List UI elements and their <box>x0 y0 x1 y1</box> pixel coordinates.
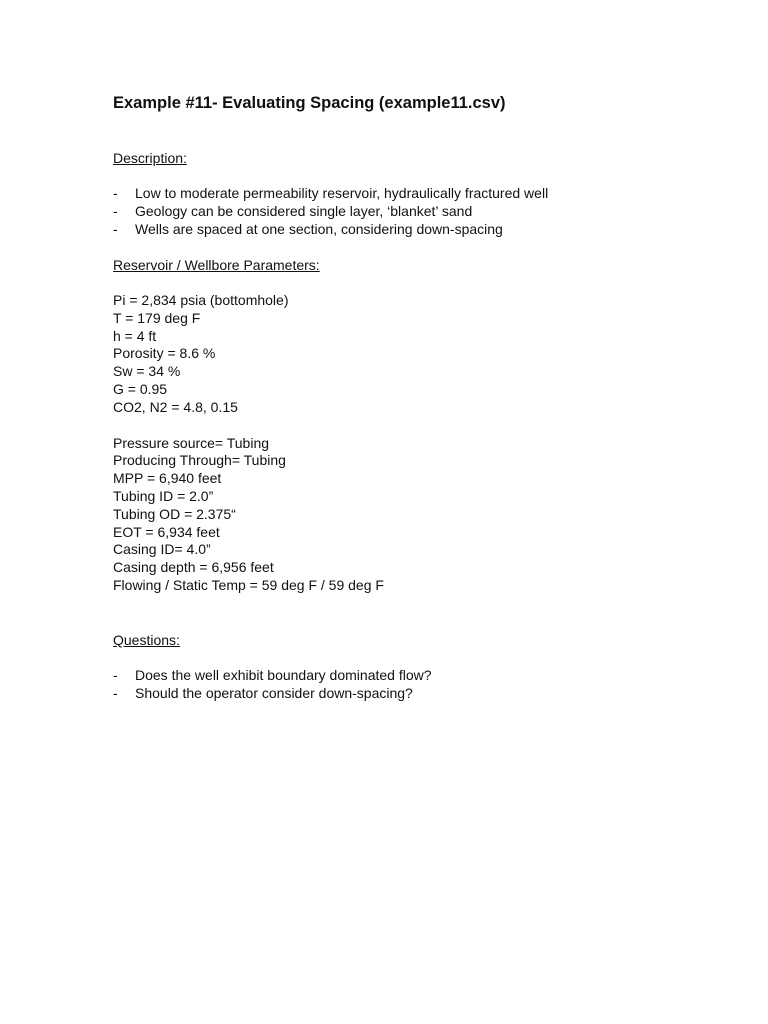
list-item: - Low to moderate permeability reservoir, hydraulically fractured well <box>113 185 549 201</box>
description-section <box>113 149 733 238</box>
list-item: - Should the operator consider down-spacing? <box>113 684 413 701</box>
bullet-dash: - <box>113 684 118 701</box>
bullet-dash: - <box>113 202 118 219</box>
bullet-dash: - <box>113 667 118 683</box>
bullet-dash: - <box>113 185 118 201</box>
parameter-line: EOT = 6,934 feet <box>113 523 220 540</box>
reservoir-parameters <box>113 292 733 417</box>
list-item: - Does the well exhibit boundary dominated flow? <box>113 667 432 683</box>
page-title: Example #11- Evaluating Spacing (example11.csv) <box>113 94 506 112</box>
parameter-line: Casing ID= 4.0” <box>113 541 211 558</box>
parameter-line: T = 179 deg F <box>113 309 201 326</box>
parameter-line: CO2, N2 = 4.8, 0.15 <box>113 398 238 415</box>
description-heading: Description: <box>113 150 187 166</box>
parameter-line: Tubing ID = 2.0” <box>113 487 214 504</box>
parameter-line: Flowing / Static Temp = 59 deg F / 59 deg F <box>113 576 384 593</box>
parameter-line: Sw = 34 % <box>113 363 181 380</box>
list-item: - Geology can be considered single layer, ‘blanket’ sand <box>113 202 473 219</box>
description-list <box>113 185 733 238</box>
parameter-line: Producing Through= Tubing <box>113 452 286 469</box>
parameter-line: Porosity = 8.6 % <box>113 345 216 362</box>
questions-list <box>113 667 733 703</box>
wellbore-parameters <box>113 435 733 595</box>
bullet-dash: - <box>113 220 118 237</box>
parameter-line: h = 4 ft <box>113 327 157 344</box>
parameter-line: Casing depth = 6,956 feet <box>113 559 274 576</box>
questions-section <box>113 631 733 703</box>
parameter-line: G = 0.95 <box>113 380 168 397</box>
questions-heading: Questions: <box>113 632 180 648</box>
parameters-heading: Reservoir / Wellbore Parameters: <box>113 257 320 273</box>
parameter-line: MPP = 6,940 feet <box>113 470 222 487</box>
parameters-section <box>113 256 733 595</box>
parameter-line: Pi = 2,834 psia (bottomhole) <box>113 292 289 308</box>
parameter-line: Tubing OD = 2.375“ <box>113 505 236 522</box>
list-item: - Wells are spaced at one section, considering down-spacing <box>113 220 503 237</box>
parameter-line: Pressure source= Tubing <box>113 434 270 451</box>
